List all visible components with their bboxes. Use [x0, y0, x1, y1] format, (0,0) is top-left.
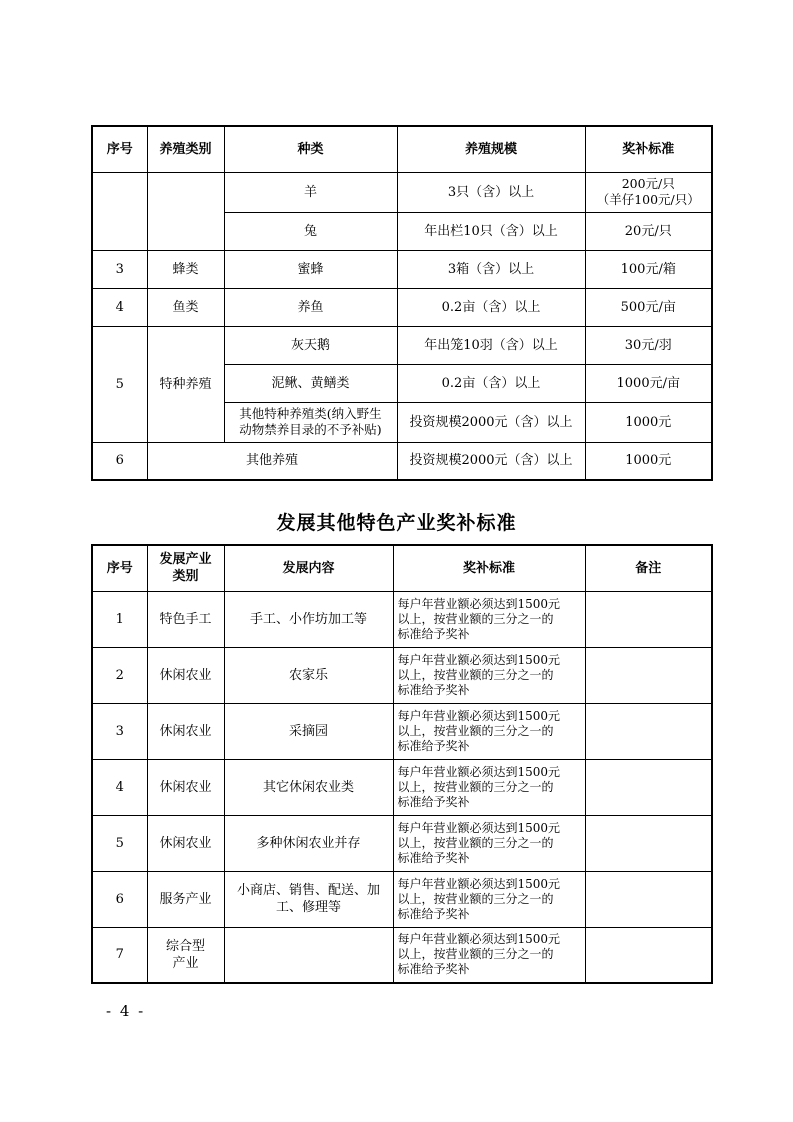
- table-row: [92, 172, 712, 212]
- table-row: [92, 591, 712, 647]
- cell-standard: 1000元/亩: [585, 364, 712, 402]
- cell-no: 3: [92, 250, 147, 288]
- content-line: 小商店、销售、配送、加: [236, 883, 380, 898]
- standard-line: 以上，按营业额的三分之一的: [397, 835, 554, 850]
- standard-line: 以上，按营业额的三分之一的: [397, 947, 554, 962]
- table-row: [92, 815, 712, 871]
- standard-line: 标准给予奖补: [397, 682, 470, 697]
- cell-category: 休闲农业: [147, 759, 224, 815]
- header-category-line: 类别: [172, 569, 199, 585]
- category-line: 综合型: [165, 938, 205, 954]
- cell-scale: 投资规模2000元（含）以上: [397, 402, 585, 442]
- standard-line: 标准给予奖补: [397, 906, 470, 921]
- table-row: [92, 250, 712, 288]
- cell-standard: [393, 591, 585, 647]
- standard-line: 以上，按营业额的三分之一的: [397, 723, 554, 738]
- cell-no: 3: [92, 703, 147, 759]
- cell-standard: 100元/箱: [585, 250, 712, 288]
- standard-line: 每户年营业额必须达到1500元: [397, 932, 561, 947]
- cell-note: [585, 703, 712, 759]
- table-row: [92, 288, 712, 326]
- cell-kind: 蜜蜂: [224, 250, 397, 288]
- standard-line: 标准给予奖补: [397, 962, 470, 977]
- cell-category: 休闲农业: [147, 647, 224, 703]
- cell-note: [585, 647, 712, 703]
- cell-scale: 年出笼10羽（含）以上: [397, 326, 585, 364]
- cell-kind: 灰天鹅: [224, 326, 397, 364]
- standard-line: 每户年营业额必须达到1500元: [397, 820, 561, 835]
- section-title: 发展其他特色产业奖补标准: [276, 512, 517, 534]
- header-standard: 奖补标准: [585, 126, 712, 172]
- header-no: 序号: [92, 126, 147, 172]
- table-row: [92, 871, 712, 927]
- table-header-row: [92, 126, 712, 172]
- standard-line: 每户年营业额必须达到1500元: [397, 876, 561, 891]
- cell-content: 多种休闲农业并存: [224, 815, 393, 871]
- cell-content: 其它休闲农业类: [224, 759, 393, 815]
- standard-line: 每户年营业额必须达到1500元: [397, 596, 561, 611]
- standard-line: 标准给予奖补: [397, 738, 470, 753]
- cell-note: [585, 815, 712, 871]
- cell-note: [585, 927, 712, 983]
- cell-kind: 泥鳅、黄鳝类: [224, 364, 397, 402]
- cell-standard: 30元/羽: [585, 326, 712, 364]
- kind-line: 动物禁养目录的不予补贴): [239, 422, 382, 437]
- cell-scale: 0.2亩（含）以上: [397, 288, 585, 326]
- cell-no: 6: [92, 442, 147, 480]
- header-category: 养殖类别: [147, 126, 224, 172]
- cell-category: 特色手工: [147, 591, 224, 647]
- cell-kind: [224, 402, 397, 442]
- header-standard: 奖补标准: [393, 545, 585, 591]
- cell-category: 鱼类: [147, 288, 224, 326]
- cell-no: 2: [92, 647, 147, 703]
- table-row: [92, 759, 712, 815]
- kind-line: 其他特种养殖类(纳入野生: [239, 406, 382, 421]
- cell-note: [585, 871, 712, 927]
- cell-standard: 1000元: [585, 442, 712, 480]
- standard-line: 以上，按营业额的三分之一的: [397, 667, 554, 682]
- standard-line: 200元/只: [621, 176, 675, 191]
- cell-standard: 20元/只: [585, 212, 712, 250]
- header-category-line: 发展产业: [159, 552, 212, 568]
- cell-standard: [393, 759, 585, 815]
- cell-content: 手工、小作坊加工等: [224, 591, 393, 647]
- cell-kind: 其他养殖: [147, 442, 397, 480]
- cell-kind: 养鱼: [224, 288, 397, 326]
- standard-line: 标准给予奖补: [397, 794, 470, 809]
- cell-no: 7: [92, 927, 147, 983]
- cell-scale: 3箱（含）以上: [397, 250, 585, 288]
- cell-standard: 500元/亩: [585, 288, 712, 326]
- header-note: 备注: [585, 545, 712, 591]
- standard-line: （羊仔100元/只）: [596, 192, 700, 207]
- cell-category: 特种养殖: [147, 326, 224, 442]
- cell-content: 农家乐: [224, 647, 393, 703]
- breeding-subsidy-table: [91, 125, 713, 481]
- cell-category: [147, 172, 224, 250]
- standard-line: 每户年营业额必须达到1500元: [397, 764, 561, 779]
- cell-no: 1: [92, 591, 147, 647]
- table-row: [92, 326, 712, 364]
- cell-no: 4: [92, 759, 147, 815]
- cell-category: 休闲农业: [147, 815, 224, 871]
- standard-line: 每户年营业额必须达到1500元: [397, 708, 561, 723]
- standard-line: 标准给予奖补: [397, 626, 470, 641]
- header-content: 发展内容: [224, 545, 393, 591]
- cell-no: 6: [92, 871, 147, 927]
- cell-scale: 年出栏10只（含）以上: [397, 212, 585, 250]
- cell-note: [585, 759, 712, 815]
- cell-standard: 1000元: [585, 402, 712, 442]
- cell-standard: [393, 703, 585, 759]
- cell-category: 服务产业: [147, 871, 224, 927]
- table-row: [92, 647, 712, 703]
- header-category: [147, 545, 224, 591]
- standard-line: 标准给予奖补: [397, 850, 470, 865]
- cell-category: 蜂类: [147, 250, 224, 288]
- cell-no: 5: [92, 326, 147, 442]
- industry-subsidy-table: [91, 544, 713, 984]
- cell-content: [224, 927, 393, 983]
- cell-no: [92, 172, 147, 250]
- cell-scale: 3只（含）以上: [397, 172, 585, 212]
- standard-line: 以上，按营业额的三分之一的: [397, 611, 554, 626]
- cell-category: 休闲农业: [147, 703, 224, 759]
- page-number: - 4 -: [106, 1002, 146, 1020]
- cell-content: 采摘园: [224, 703, 393, 759]
- standard-line: 每户年营业额必须达到1500元: [397, 652, 561, 667]
- table-row: [92, 703, 712, 759]
- cell-content: [224, 871, 393, 927]
- cell-standard: [393, 927, 585, 983]
- cell-kind: 羊: [224, 172, 397, 212]
- cell-standard: [393, 871, 585, 927]
- cell-no: 5: [92, 815, 147, 871]
- cell-kind: 兔: [224, 212, 397, 250]
- table-header-row: [92, 545, 712, 591]
- header-scale: 养殖规模: [397, 126, 585, 172]
- cell-standard: [393, 647, 585, 703]
- header-no: 序号: [92, 545, 147, 591]
- cell-note: [585, 591, 712, 647]
- cell-scale: 0.2亩（含）以上: [397, 364, 585, 402]
- cell-standard: [393, 815, 585, 871]
- table-row: [92, 927, 712, 983]
- category-line: 产业: [172, 955, 199, 971]
- standard-line: 以上，按营业额的三分之一的: [397, 779, 554, 794]
- content-line: 工、修理等: [275, 900, 341, 915]
- cell-no: 4: [92, 288, 147, 326]
- table-row: [92, 442, 712, 480]
- cell-category: [147, 927, 224, 983]
- standard-line: 以上，按营业额的三分之一的: [397, 891, 554, 906]
- header-kind: 种类: [224, 126, 397, 172]
- cell-standard: [585, 172, 712, 212]
- cell-scale: 投资规模2000元（含）以上: [397, 442, 585, 480]
